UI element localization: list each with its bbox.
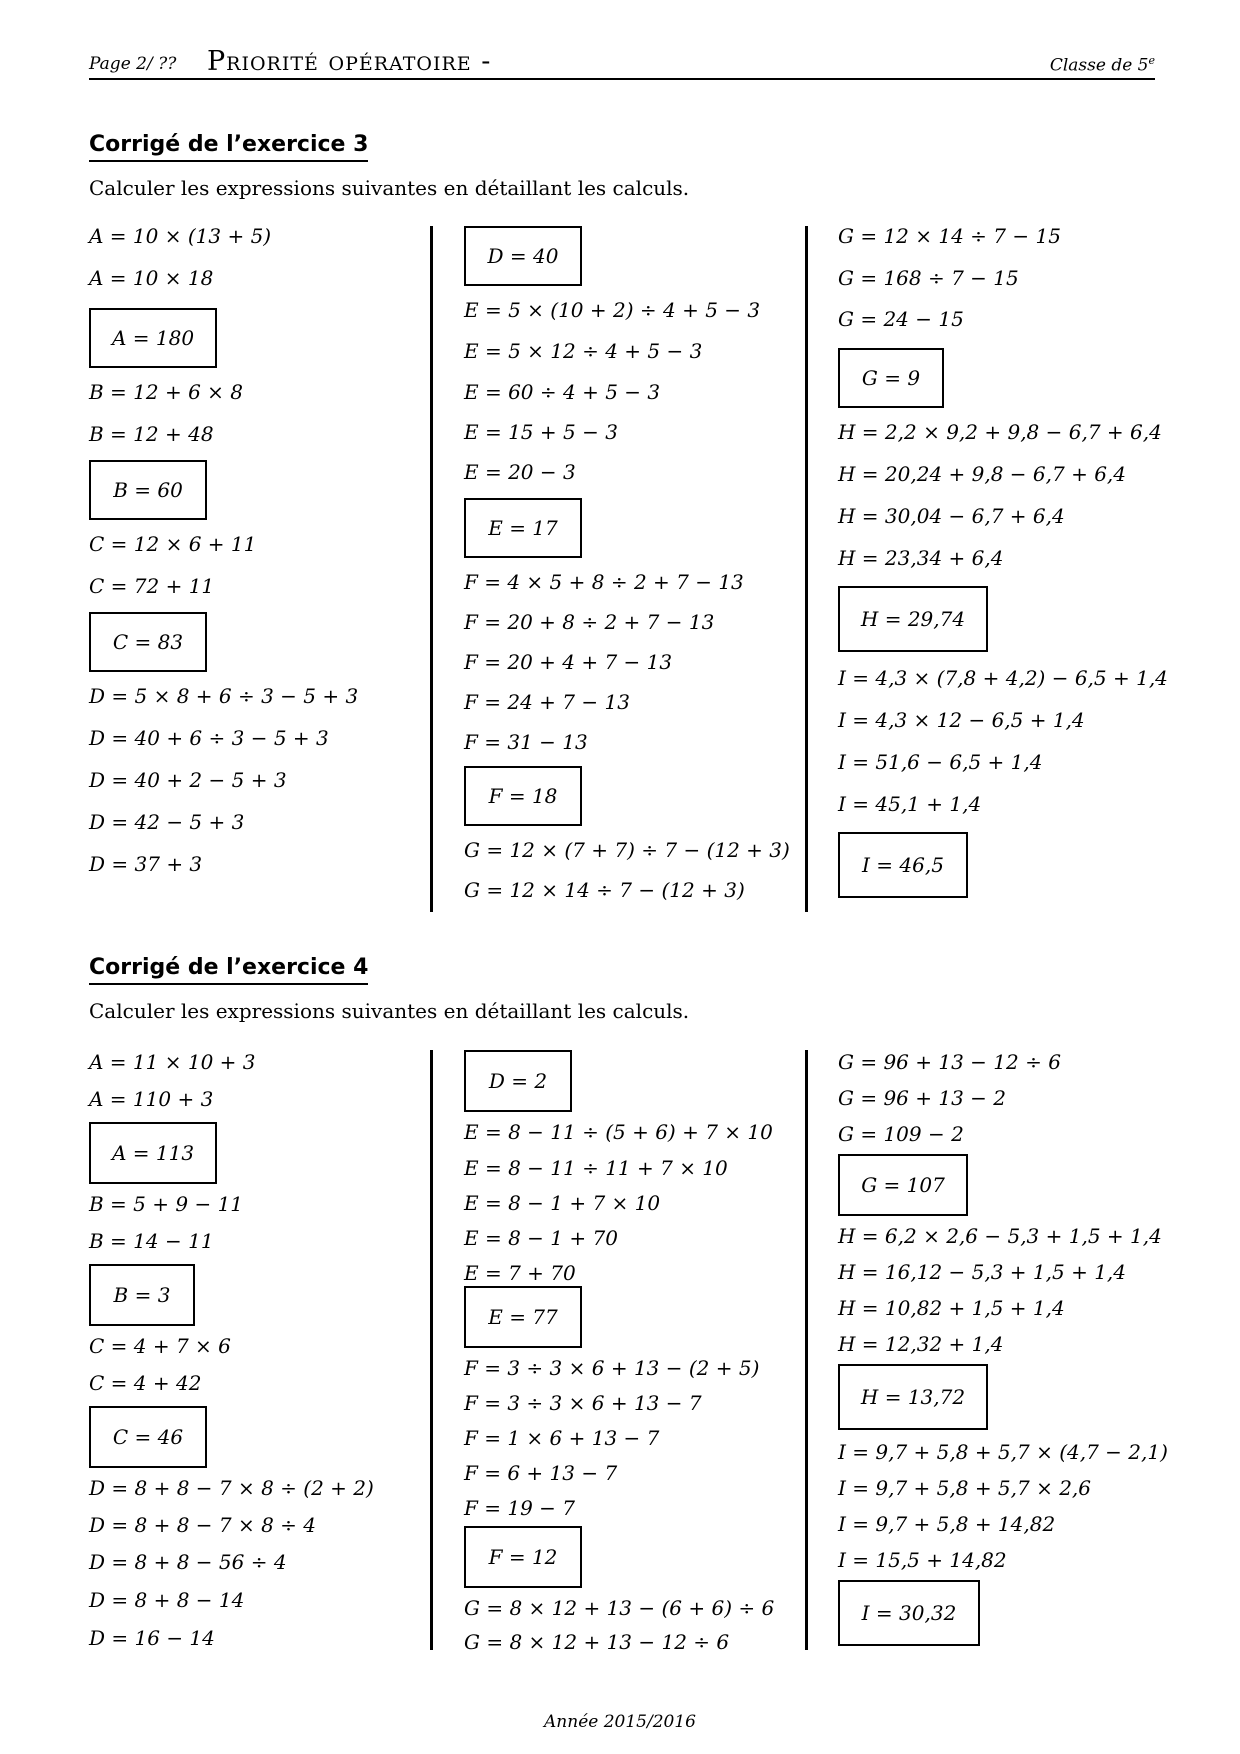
calc-line: F = 6 + 13 − 7 — [464, 1461, 618, 1485]
calc-line: F = 3 ÷ 3 × 6 + 13 − 7 — [464, 1391, 702, 1415]
exercise-4-title: Corrigé de l’exercice 4 — [89, 955, 368, 985]
exercise-4-instruction: Calculer les expressions suivantes en détaillant les calculs. — [89, 999, 690, 1023]
result-box: I = 46,5 — [838, 832, 968, 898]
calc-line: I = 45,1 + 1,4 — [838, 792, 982, 816]
result-box: D = 2 — [464, 1050, 572, 1112]
calc-line: B = 5 + 9 − 11 — [89, 1192, 244, 1216]
calc-line: H = 2,2 × 9,2 + 9,8 − 6,7 + 6,4 — [838, 420, 1162, 444]
calc-line: H = 16,12 − 5,3 + 1,5 + 1,4 — [838, 1260, 1127, 1284]
calc-line: F = 19 − 7 — [464, 1496, 575, 1520]
calc-line: E = 8 − 1 + 7 × 10 — [464, 1191, 661, 1215]
calc-line: G = 8 × 12 + 13 − (6 + 6) ÷ 6 — [464, 1596, 775, 1620]
calc-line: E = 60 ÷ 4 + 5 − 3 — [464, 380, 661, 404]
result-box: B = 3 — [89, 1264, 195, 1326]
calc-line: F = 20 + 4 + 7 − 13 — [464, 650, 673, 674]
calc-line: D = 16 − 14 — [89, 1626, 215, 1650]
calc-line: G = 12 × (7 + 7) ÷ 7 − (12 + 3) — [464, 838, 790, 862]
calc-line: E = 7 + 70 — [464, 1261, 576, 1285]
result-box: C = 46 — [89, 1406, 207, 1468]
calc-line: A = 11 × 10 + 3 — [89, 1050, 256, 1074]
calc-line: G = 96 + 13 − 12 ÷ 6 — [838, 1050, 1061, 1074]
calc-line: E = 8 − 1 + 70 — [464, 1226, 618, 1250]
calc-line: A = 10 × (13 + 5) — [89, 224, 272, 248]
calc-line: E = 15 + 5 − 3 — [464, 420, 618, 444]
calc-line: H = 10,82 + 1,5 + 1,4 — [838, 1296, 1065, 1320]
result-box: E = 17 — [464, 498, 582, 558]
calc-line: E = 8 − 11 ÷ (5 + 6) + 7 × 10 — [464, 1120, 773, 1144]
calc-line: I = 4,3 × (7,8 + 4,2) − 6,5 + 1,4 — [838, 666, 1168, 690]
calc-line: G = 96 + 13 − 2 — [838, 1086, 1007, 1110]
calc-line: C = 12 × 6 + 11 — [89, 532, 257, 556]
result-box: B = 60 — [89, 460, 207, 520]
result-box: I = 30,32 — [838, 1580, 980, 1646]
calc-line: D = 8 + 8 − 14 — [89, 1588, 245, 1612]
calc-line: G = 12 × 14 ÷ 7 − (12 + 3) — [464, 878, 745, 902]
result-box: H = 13,72 — [838, 1364, 988, 1430]
result-box: F = 12 — [464, 1526, 582, 1588]
calc-line: D = 42 − 5 + 3 — [89, 810, 245, 834]
calc-line: D = 8 + 8 − 7 × 8 ÷ (2 + 2) — [89, 1476, 374, 1500]
result-box: F = 18 — [464, 766, 582, 826]
calc-line: D = 40 + 2 − 5 + 3 — [89, 768, 287, 792]
calc-line: I = 15,5 + 14,82 — [838, 1548, 1007, 1572]
calc-line: G = 8 × 12 + 13 − 12 ÷ 6 — [464, 1630, 730, 1654]
calc-line: E = 5 × (10 + 2) ÷ 4 + 5 − 3 — [464, 298, 761, 322]
calc-line: I = 9,7 + 5,8 + 5,7 × 2,6 — [838, 1476, 1092, 1500]
calc-line: G = 168 ÷ 7 − 15 — [838, 266, 1019, 290]
calc-line: E = 8 − 11 ÷ 11 + 7 × 10 — [464, 1156, 728, 1180]
calc-line: H = 20,24 + 9,8 − 6,7 + 6,4 — [838, 462, 1127, 486]
calc-line: D = 37 + 3 — [89, 852, 203, 876]
calc-line: I = 51,6 − 6,5 + 1,4 — [838, 750, 1043, 774]
result-box: G = 107 — [838, 1154, 968, 1216]
column-separator — [805, 226, 808, 912]
calc-line: D = 8 + 8 − 56 ÷ 4 — [89, 1550, 287, 1574]
calc-line: B = 14 − 11 — [89, 1229, 214, 1253]
calc-line: C = 72 + 11 — [89, 574, 215, 598]
calc-line: C = 4 + 42 — [89, 1371, 202, 1395]
calc-line: F = 20 + 8 ÷ 2 + 7 − 13 — [464, 610, 715, 634]
result-box: E = 77 — [464, 1286, 582, 1348]
result-box: A = 113 — [89, 1122, 217, 1184]
exercise-3-instruction: Calculer les expressions suivantes en détaillant les calculs. — [89, 176, 690, 200]
calc-line: H = 23,34 + 6,4 — [838, 546, 1004, 570]
calc-line: H = 30,04 − 6,7 + 6,4 — [838, 504, 1065, 528]
column-separator — [805, 1050, 808, 1650]
exercise-3-title: Corrigé de l’exercice 3 — [89, 132, 368, 162]
column-separator — [430, 1050, 433, 1650]
calc-line: I = 9,7 + 5,8 + 14,82 — [838, 1512, 1056, 1536]
result-box: C = 83 — [89, 612, 207, 672]
calc-line: I = 9,7 + 5,8 + 5,7 × (4,7 − 2,1) — [838, 1440, 1168, 1464]
calc-line: H = 12,32 + 1,4 — [838, 1332, 1004, 1356]
calc-line: H = 6,2 × 2,6 − 5,3 + 1,5 + 1,4 — [838, 1224, 1162, 1248]
calc-line: D = 8 + 8 − 7 × 8 ÷ 4 — [89, 1513, 317, 1537]
calc-line: D = 40 + 6 ÷ 3 − 5 + 3 — [89, 726, 329, 750]
column-separator — [430, 226, 433, 912]
calc-line: F = 3 ÷ 3 × 6 + 13 − (2 + 5) — [464, 1356, 760, 1380]
result-box: D = 40 — [464, 226, 582, 286]
page-number: Page 2/ ?? — [89, 54, 177, 74]
result-box: G = 9 — [838, 348, 944, 408]
calc-line: F = 31 − 13 — [464, 730, 588, 754]
calc-line: G = 24 − 15 — [838, 307, 964, 331]
calc-line: F = 24 + 7 − 13 — [464, 690, 630, 714]
calc-line: D = 5 × 8 + 6 ÷ 3 − 5 + 3 — [89, 684, 359, 708]
calc-line: A = 10 × 18 — [89, 266, 214, 290]
page-footer: Année 2015/2016 — [544, 1712, 696, 1732]
calc-line: F = 4 × 5 + 8 ÷ 2 + 7 − 13 — [464, 570, 744, 594]
calc-line: B = 12 + 48 — [89, 422, 214, 446]
result-box: A = 180 — [89, 308, 217, 368]
calc-line: E = 5 × 12 ÷ 4 + 5 − 3 — [464, 339, 703, 363]
calc-line: B = 12 + 6 × 8 — [89, 380, 244, 404]
page-header — [89, 44, 1155, 80]
calc-line: C = 4 + 7 × 6 — [89, 1334, 231, 1358]
calc-line: A = 110 + 3 — [89, 1087, 214, 1111]
calc-line: I = 4,3 × 12 − 6,5 + 1,4 — [838, 708, 1085, 732]
calc-line: E = 20 − 3 — [464, 460, 576, 484]
document-title: Priorité opératoire - — [207, 46, 492, 77]
class-level: Classe de 5e — [1049, 54, 1155, 76]
result-box: H = 29,74 — [838, 586, 988, 652]
calc-line: G = 109 − 2 — [838, 1122, 964, 1146]
calc-line: F = 1 × 6 + 13 − 7 — [464, 1426, 660, 1450]
calc-line: G = 12 × 14 ÷ 7 − 15 — [838, 224, 1061, 248]
